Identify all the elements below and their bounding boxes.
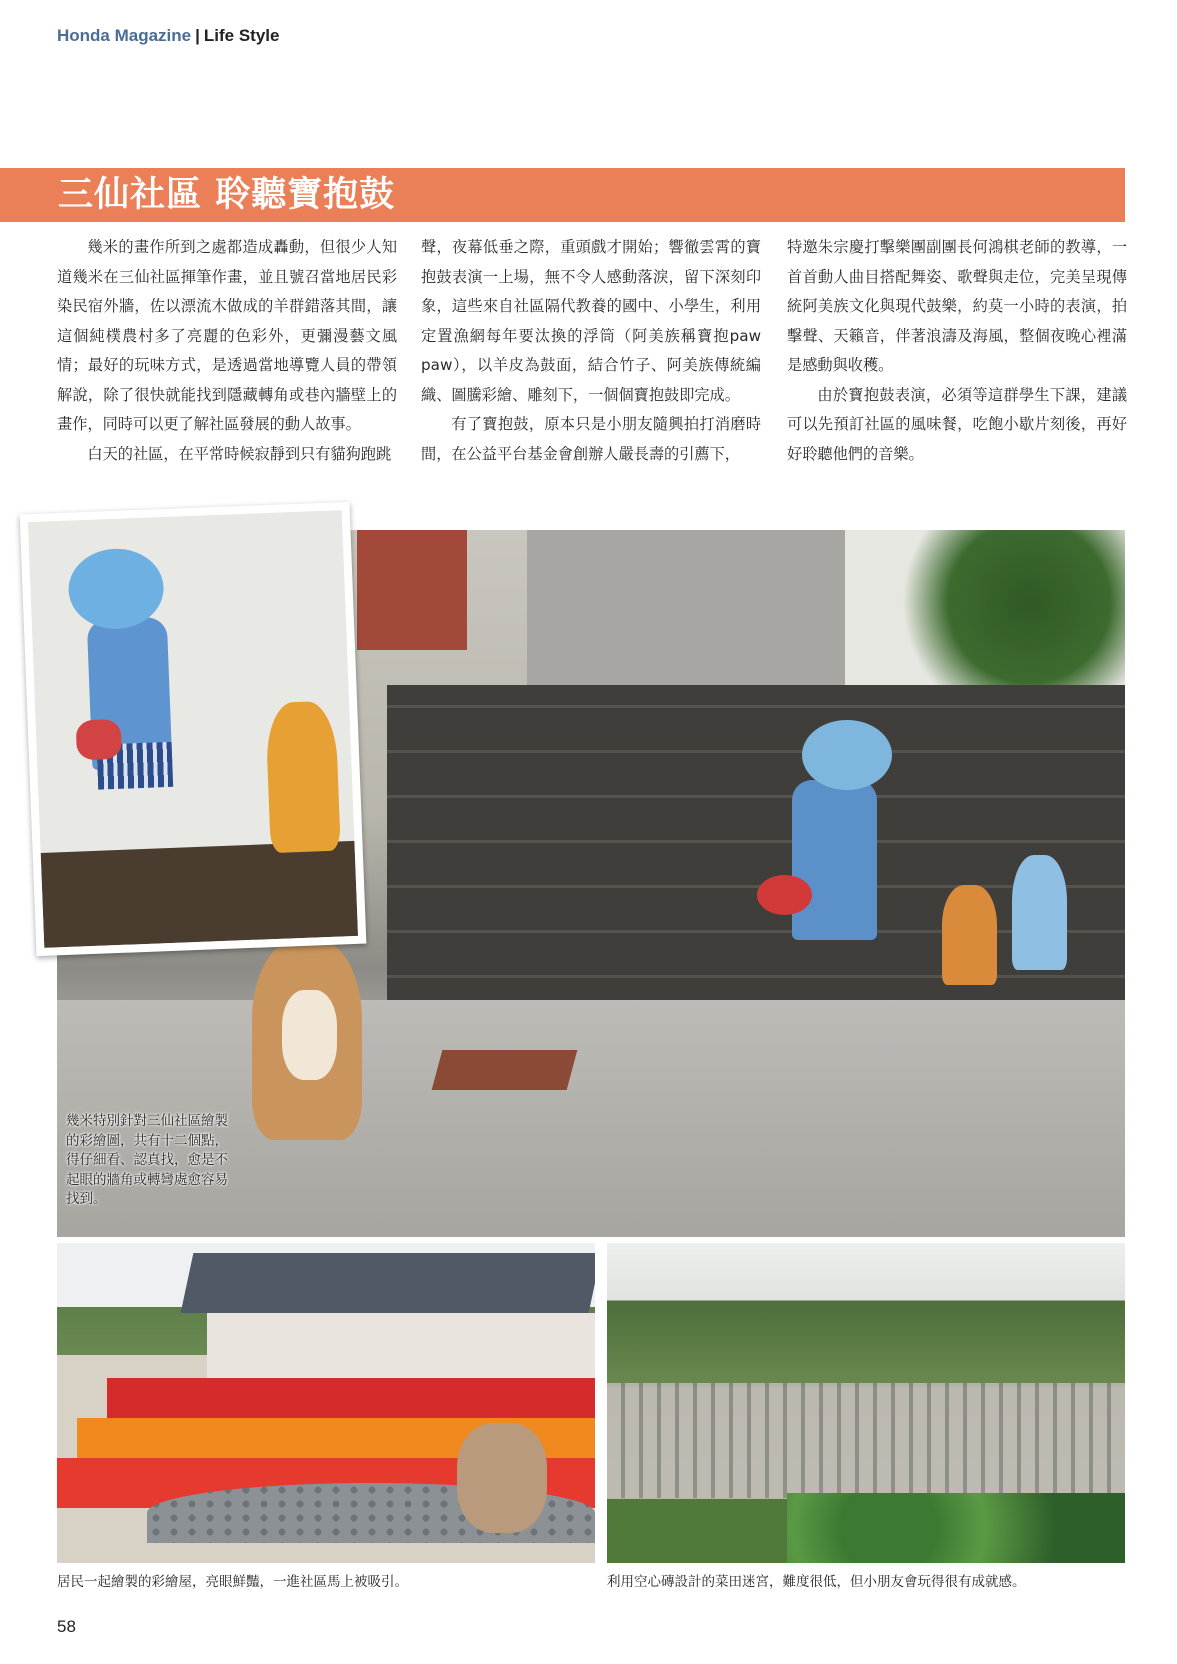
mural-bag xyxy=(76,719,123,761)
dog-chest xyxy=(282,990,337,1080)
text-column-2 xyxy=(421,233,761,469)
paragraph: 白天的社區，在平常時候寂靜到只有貓狗跑跳 xyxy=(87,444,392,463)
magazine-header xyxy=(57,26,279,46)
article-title: 三仙社區 聆聽寶抱鼓 xyxy=(58,175,396,215)
drain-grate xyxy=(432,1050,578,1090)
paragraph: 有了寶抱鼓，原本只是小朋友隨興拍打消磨時間，在公益平台基金會創辦人嚴長壽的引薦下， xyxy=(421,415,761,463)
magazine-brand: Honda Magazine xyxy=(57,26,192,45)
paragraph: 幾米的畫作所到之處都造成轟動，但很少人知道幾米在三仙社區揮筆作畫，並且號召當地居民彩染民宿外牆，佐以漂流木做成的羊群錯落其間，讓這個純樸農村多了亮麗的色彩外，更彌漫藝文風情；最好的玩味方式，是透過當地導覽人員的帶領解說，除了很快就能找到隱藏轉角或巷內牆壁上的畫作，同時可以更了解社區發展的動人故事。 xyxy=(57,238,397,433)
title-band xyxy=(0,168,1125,222)
section-name: Life Style xyxy=(203,26,280,45)
bottom-left-caption: 居民一起繪製的彩繪屋，亮眼鮮豔，一進社區馬上被吸引。 xyxy=(57,1574,408,1590)
mural-orange-cat xyxy=(942,885,997,985)
house xyxy=(207,1313,595,1383)
paragraph: 聲，夜幕低垂之際，重頭戲才開始；響徹雲霄的寶抱鼓表演一上場，無不令人感動落淚，留下深刻印象，這些來自社區隔代教養的國中、小學生，利用定置漁網每年要汰換的浮筒（阿美族稱寶抱paw paw），以羊皮為鼓面，結合竹子、阿美族傳統編織、圖騰彩繪、雕刻下，一個個寶抱鼓即完成。 xyxy=(421,238,761,404)
header-separator: | xyxy=(195,26,200,45)
vegetable-maze-photo xyxy=(607,1243,1125,1563)
mural-blue-cat xyxy=(1012,855,1067,970)
mural-hat xyxy=(802,720,892,790)
mural-dog xyxy=(265,701,341,854)
mural-girl xyxy=(792,780,877,940)
building xyxy=(527,530,887,700)
hollow-brick-maze xyxy=(607,1383,1125,1498)
brick-pillar xyxy=(357,530,467,650)
inset-photo-image xyxy=(28,510,358,948)
paragraph: 特邀朱宗慶打擊樂團副團長何鴻棋老師的教導，一首首動人曲目搭配舞姿、歌聲與走位，完美呈現傳統阿美族文化與現代鼓樂，約莫一小時的表演，拍擊聲、天籟音，伴著浪濤及海風，整個夜晚心裡滿是感動與收穫。 xyxy=(787,238,1127,374)
soil xyxy=(41,841,358,948)
roof xyxy=(181,1253,595,1313)
main-photo-caption: 幾米特別針對三仙社區繪製的彩繪圖，共有十二個點，得仔細看、認真找，愈是不起眼的牆角或轉彎處愈容易找到。 xyxy=(66,1113,228,1207)
mural-bag xyxy=(757,875,812,915)
stone-wall xyxy=(387,685,1125,1020)
text-column-3 xyxy=(787,233,1127,469)
page-number: 58 xyxy=(57,1617,76,1636)
paragraph: 由於寶抱鼓表演，必須等這群學生下課，建議可以先預訂社區的風味餐，吃飽小歇片刻後，再好好聆聽他們的音樂。 xyxy=(787,385,1127,463)
taro-leaves xyxy=(787,1493,1125,1563)
tree xyxy=(885,530,1125,710)
bottom-right-caption: 利用空心磚設計的菜田迷宮，難度很低，但小朋友會玩得很有成就感。 xyxy=(607,1574,1026,1590)
painted-house-photo xyxy=(57,1243,595,1563)
inset-mural-photo xyxy=(20,502,367,956)
driftwood-goat xyxy=(457,1423,547,1533)
text-column-1 xyxy=(57,233,397,469)
painted-wall-stripe xyxy=(107,1378,595,1418)
